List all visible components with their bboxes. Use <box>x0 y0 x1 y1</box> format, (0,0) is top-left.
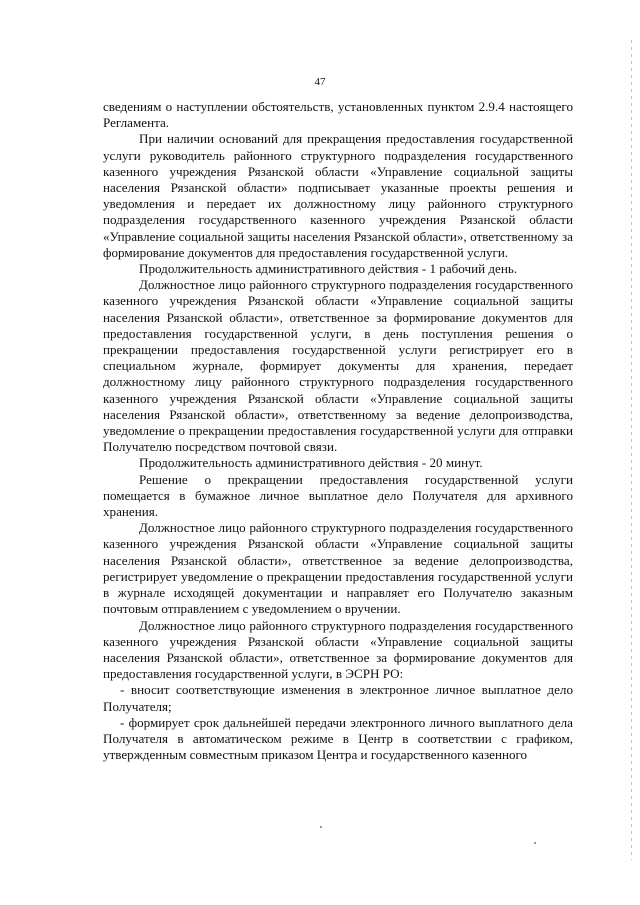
paragraph: При наличии оснований для прекращения предоставления государственной услуги руководитель районного структурного подразделения государственного казенного учреждения Рязанской области «Управление социальной защиты населения Рязанской области» подписывает указанные проекты решения и уведомления и передает их должностному лицу районного структурного подразделения государственного казенного учреждения Рязанской области «Управление социальной защиты населения Рязанской области», ответственному за формирование документов для предоставления государственной услуги. <box>103 131 573 260</box>
list-item: - формирует срок дальнейшей передачи электронного личного выплатного дела Получателя в автоматическом режиме в Центр в соответствии с графиком, утвержденным совместным приказом Центра и государственного казенного <box>103 714 573 763</box>
list-item: - вносит соответствующие изменения в электронное личное выплатное дело Получателя; <box>103 682 573 714</box>
scan-edge-artifact <box>631 40 632 860</box>
paragraph: сведениям о наступлении обстоятельств, установленных пунктом 2.9.4 настоящего Регламента. <box>103 99 573 131</box>
page-number: 47 <box>314 76 326 88</box>
paragraph: Решение о прекращении предоставления государственной услуги помещается в бумажное личное выплатное дело Получателя для архивного хранения. <box>103 471 573 520</box>
scan-speck <box>320 826 322 828</box>
paragraph: Продолжительность административного действия - 20 минут. <box>139 455 483 471</box>
paragraph: Продолжительность административного действия - 1 рабочий день. <box>139 261 518 277</box>
scan-speck <box>534 842 536 844</box>
paragraph: Должностное лицо районного структурного подразделения государственного казенного учреждения Рязанской области «Управление социальной защиты населения Рязанской области», ответственное за ведение делопроизводства, регистрирует уведомление о прекращении предоставления государственной услуги в журнале исходящей документации и направляет его Получателю заказным почтовым отправлением с уведомлением о вручении. <box>103 520 573 617</box>
paragraph: Должностное лицо районного структурного подразделения государственного казенного учреждения Рязанской области «Управление социальной защиты населения Рязанской области», ответственное за формирование документов для предоставления государственной услуги, в день поступления решения о прекращении предоставления государственной услуги регистрирует его в специальном журнале, формирует документы для хранения, передает должностному лицу районного структурного подразделения государственного казенного учреждения Рязанской области «Управление социальной защиты населения Рязанской области», ответственному за ведение делопроизводства, уведомление о прекращении предоставления государственной услуги для отправки Получателю посредством почтовой связи. <box>103 277 573 455</box>
document-body <box>103 99 573 763</box>
paragraph: Должностное лицо районного структурного подразделения государственного казенного учреждения Рязанской области «Управление социальной защиты населения Рязанской области», ответственное за формирование документов для предоставления государственной услуги, в ЭСРН РО: <box>103 617 573 682</box>
